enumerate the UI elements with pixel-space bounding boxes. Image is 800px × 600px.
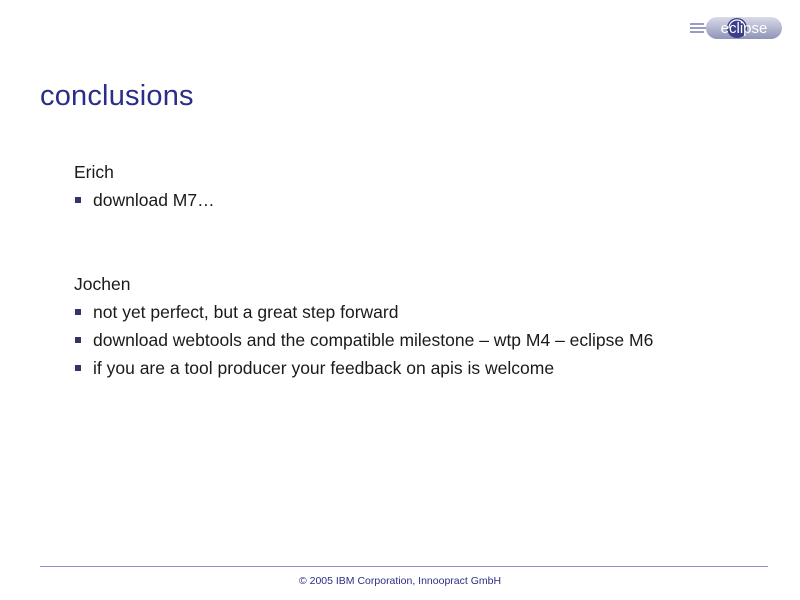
bullet-list: [74, 186, 764, 214]
section-heading: Jochen: [74, 274, 131, 294]
section-spacer: [74, 214, 764, 270]
bullet-item: [74, 354, 764, 382]
bullet-item: [74, 298, 764, 326]
bullet-list: [74, 298, 764, 382]
square-bullet-icon: [75, 337, 81, 343]
slide-content: [74, 158, 764, 382]
square-bullet-icon: [75, 365, 81, 371]
bullet-item: [74, 326, 764, 354]
footer-divider: [40, 566, 768, 567]
footer-copyright: © 2005 IBM Corporation, Innoopract GmbH: [298, 575, 502, 587]
section-erich: [74, 158, 764, 214]
bullet-text: not yet perfect, but a great step forward: [93, 302, 399, 322]
eclipse-logo: [688, 8, 784, 48]
section-jochen: [74, 270, 764, 382]
eclipse-logo-wordmark: eclipse: [720, 20, 768, 37]
bullet-text: download webtools and the compatible milestone – wtp M4 – eclipse M6: [93, 330, 654, 350]
eclipse-logo-graphic: [688, 8, 784, 48]
bullet-text: download M7…: [93, 190, 215, 210]
bullet-item: [74, 186, 764, 214]
square-bullet-icon: [75, 309, 81, 315]
section-heading: Erich: [74, 162, 114, 182]
slide-title: conclusions: [40, 80, 194, 112]
square-bullet-icon: [75, 197, 81, 203]
bullet-text: if you are a tool producer your feedback on apis is welcome: [93, 358, 555, 378]
